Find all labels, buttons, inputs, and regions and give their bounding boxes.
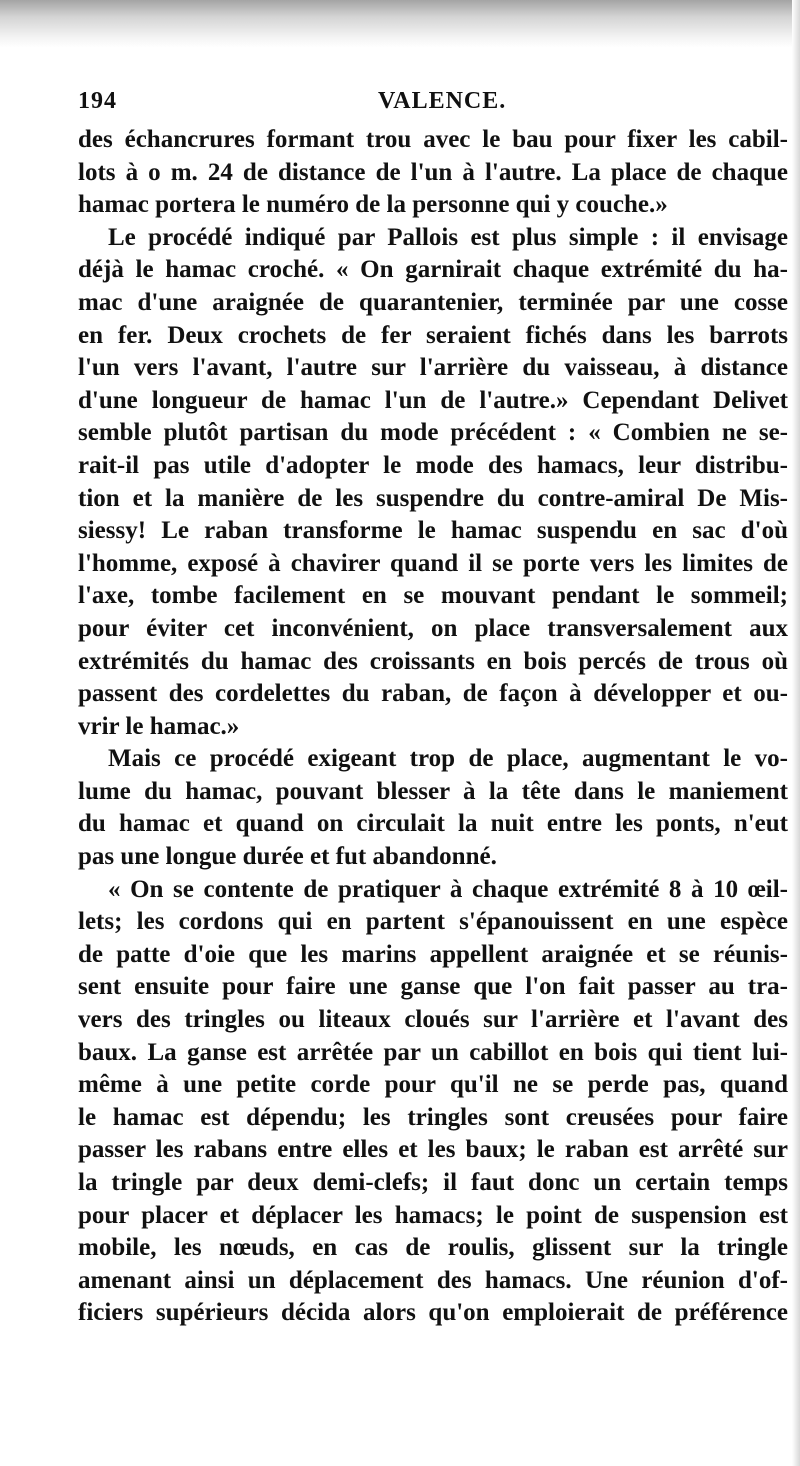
text-line: même à une petite corde pour qu'il ne se perde pas, quand — [78, 1071, 788, 1099]
text-line: lots à o m. 24 de distance de l'un à l'autre. La place de chaque — [78, 158, 788, 186]
text-line: pour placer et déplacer les hamacs; le point de suspension est — [78, 1201, 788, 1229]
text-line: en fer. Deux crochets de fer seraient fichés dans les barrots — [78, 321, 788, 349]
text-line: vers des tringles ou liteaux cloués sur l'arrière et l'avant des — [78, 1006, 788, 1034]
text-line: lume du hamac, pouvant blesser à la tête dans le maniement — [78, 777, 788, 805]
text-line: du hamac et quand on circulait la nuit entre les ponts, n'eut — [78, 810, 788, 838]
text-line: mobile, les nœuds, en cas de roulis, glissent sur la tringle — [78, 1234, 788, 1262]
running-head: VALENCE. — [378, 88, 507, 114]
scanned-page-top-edge — [0, 0, 800, 48]
text-line: lets; les cordons qui en partent s'épanouissent en une espèce — [78, 908, 788, 936]
text-line: passer les rabans entre elles et les baux; le raban est arrêté sur — [78, 1136, 788, 1164]
text-line: Mais ce procédé exigeant trop de place, augmentant le vo- — [108, 745, 788, 773]
text-line: la tringle par deux demi-clefs; il faut donc un certain temps — [78, 1169, 788, 1196]
text-line: hamac portera le numéro de la personne qui y couche.» — [78, 191, 668, 219]
text-line: le hamac est dépendu; les tringles sont creusées pour faire — [78, 1103, 788, 1131]
text-line: pour éviter cet inconvénient, on place transversalement aux — [78, 614, 788, 642]
body-text — [78, 124, 788, 1330]
text-line: déjà le hamac croché. « On garnirait chaque extrémité du ha- — [78, 256, 788, 284]
text-line: rait-il pas utile d'adopter le mode des hamacs, leur distribu- — [78, 451, 788, 479]
text-line: l'axe, tombe facilement en se mouvant pendant le sommeil; — [78, 582, 788, 610]
scanned-page-right-edge — [792, 0, 800, 1466]
text-line: mac d'une araignée de quarantenier, terminée par une cosse — [78, 288, 788, 316]
text-line: sent ensuite pour faire une ganse que l'on fait passer au tra- — [78, 973, 788, 1001]
text-line: l'un vers l'avant, l'autre sur l'arrière du vaisseau, à distance — [78, 354, 788, 382]
page-number: 194 — [78, 88, 117, 114]
text-line: Le procédé indiqué par Pallois est plus simple : il envisage — [108, 223, 788, 251]
text-line: « On se contente de pratiquer à chaque extrémité 8 à 10 œil- — [108, 875, 788, 903]
text-line: baux. La ganse est arrêtée par un cabillot en bois qui tient lui- — [78, 1038, 788, 1066]
text-line: des échancrures formant trou avec le bau pour fixer les cabil- — [78, 126, 788, 153]
text-line: passent des cordelettes du raban, de façon à développer et ou- — [78, 680, 788, 708]
text-line: l'homme, exposé à chavirer quand il se porte vers les limites de — [78, 549, 788, 577]
text-line: tion et la manière de les suspendre du contre-amiral De Mis- — [78, 484, 788, 512]
text-line: de patte d'oie que les marins appellent araignée et se réunis- — [78, 940, 788, 968]
text-line: ficiers supérieurs décida alors qu'on emploierait de préférence — [78, 1299, 788, 1327]
text-line: siessy! Le raban transforme le hamac suspendu en sac d'où — [78, 517, 788, 545]
text-line: d'une longueur de hamac l'un de l'autre.» Cependant Delivet — [78, 386, 788, 414]
text-line: extrémités du hamac des croissants en bois percés de trous où — [78, 647, 788, 675]
text-line: semble plutôt partisan du mode précédent : « Combien ne se- — [78, 419, 788, 447]
text-line: amenant ainsi un déplacement des hamacs. Une réunion d'of- — [78, 1266, 788, 1294]
text-line: pas une longue durée et fut abandonné. — [78, 843, 497, 871]
text-line: vrir le hamac.» — [78, 712, 240, 740]
page-header — [78, 88, 788, 122]
